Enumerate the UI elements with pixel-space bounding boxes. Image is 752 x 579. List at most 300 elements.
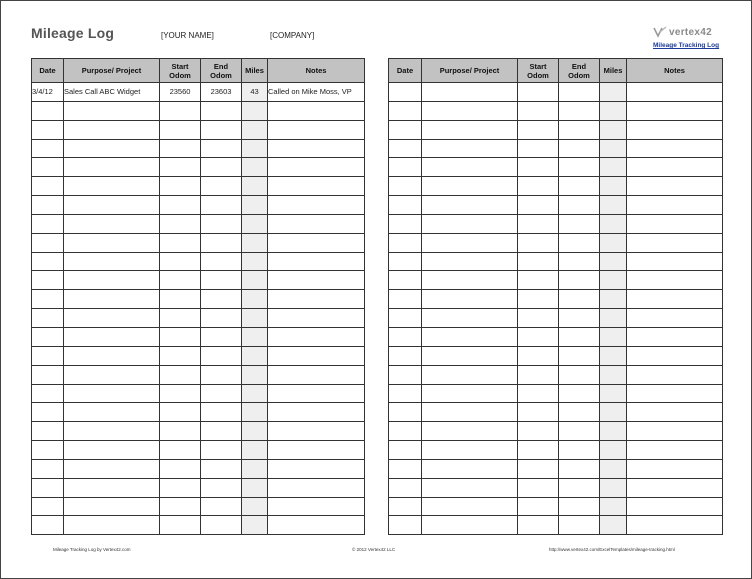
cell-purpose[interactable] bbox=[64, 139, 160, 158]
cell-date[interactable] bbox=[32, 101, 64, 120]
table-row bbox=[389, 177, 723, 196]
cell-start-odom[interactable] bbox=[160, 459, 201, 478]
cell-end-odom[interactable] bbox=[201, 384, 242, 403]
cell-date[interactable] bbox=[32, 346, 64, 365]
cell-date[interactable] bbox=[32, 139, 64, 158]
cell-start-odom[interactable] bbox=[518, 403, 559, 422]
cell-date[interactable] bbox=[389, 83, 422, 102]
cell-date[interactable] bbox=[32, 365, 64, 384]
cell-purpose[interactable] bbox=[64, 441, 160, 460]
cell-end-odom[interactable] bbox=[559, 214, 600, 233]
cell-end-odom[interactable] bbox=[559, 271, 600, 290]
cell-purpose[interactable] bbox=[422, 346, 518, 365]
cell-end-odom[interactable] bbox=[201, 158, 242, 177]
cell-miles[interactable] bbox=[242, 516, 268, 535]
cell-date[interactable] bbox=[32, 233, 64, 252]
cell-notes[interactable] bbox=[627, 120, 723, 139]
cell-start-odom[interactable] bbox=[518, 83, 559, 102]
cell-miles[interactable] bbox=[242, 441, 268, 460]
cell-date[interactable]: 3/4/12 bbox=[32, 83, 64, 102]
cell-notes[interactable] bbox=[268, 309, 365, 328]
cell-end-odom[interactable] bbox=[559, 327, 600, 346]
cell-start-odom[interactable] bbox=[160, 327, 201, 346]
cell-end-odom[interactable] bbox=[201, 365, 242, 384]
cell-start-odom[interactable] bbox=[518, 120, 559, 139]
cell-notes[interactable] bbox=[268, 177, 365, 196]
cell-notes[interactable] bbox=[627, 252, 723, 271]
cell-start-odom[interactable] bbox=[518, 346, 559, 365]
cell-start-odom[interactable] bbox=[518, 139, 559, 158]
mileage-tracking-log-link[interactable]: Mileage Tracking Log bbox=[653, 42, 720, 49]
cell-end-odom[interactable] bbox=[559, 346, 600, 365]
cell-end-odom[interactable] bbox=[201, 139, 242, 158]
cell-date[interactable] bbox=[389, 158, 422, 177]
cell-notes[interactable] bbox=[627, 459, 723, 478]
cell-purpose[interactable] bbox=[422, 290, 518, 309]
cell-date[interactable] bbox=[389, 403, 422, 422]
cell-date[interactable] bbox=[32, 327, 64, 346]
cell-notes[interactable] bbox=[268, 271, 365, 290]
cell-date[interactable] bbox=[32, 177, 64, 196]
cell-miles[interactable] bbox=[242, 101, 268, 120]
cell-date[interactable] bbox=[389, 478, 422, 497]
cell-purpose[interactable] bbox=[64, 478, 160, 497]
cell-notes[interactable] bbox=[627, 441, 723, 460]
cell-miles[interactable] bbox=[242, 139, 268, 158]
cell-notes[interactable] bbox=[268, 101, 365, 120]
cell-miles[interactable] bbox=[242, 478, 268, 497]
cell-miles[interactable] bbox=[242, 403, 268, 422]
cell-date[interactable] bbox=[32, 158, 64, 177]
cell-date[interactable] bbox=[389, 177, 422, 196]
cell-start-odom[interactable] bbox=[518, 101, 559, 120]
cell-miles[interactable] bbox=[242, 497, 268, 516]
cell-notes[interactable] bbox=[627, 516, 723, 535]
cell-date[interactable] bbox=[389, 290, 422, 309]
cell-end-odom[interactable] bbox=[559, 290, 600, 309]
cell-miles[interactable] bbox=[242, 309, 268, 328]
cell-purpose[interactable] bbox=[422, 478, 518, 497]
cell-start-odom[interactable] bbox=[518, 365, 559, 384]
cell-purpose[interactable] bbox=[422, 441, 518, 460]
end-odom-label: Odom bbox=[210, 70, 232, 80]
cell-date[interactable] bbox=[389, 384, 422, 403]
cell-end-odom[interactable] bbox=[559, 139, 600, 158]
cell-start-odom[interactable] bbox=[160, 497, 201, 516]
cell-date[interactable] bbox=[389, 497, 422, 516]
cell-end-odom[interactable] bbox=[559, 233, 600, 252]
cell-start-odom[interactable] bbox=[518, 309, 559, 328]
cell-notes[interactable] bbox=[627, 139, 723, 158]
cell-start-odom[interactable] bbox=[518, 196, 559, 215]
cell-start-odom[interactable] bbox=[518, 478, 559, 497]
cell-end-odom[interactable] bbox=[201, 327, 242, 346]
cell-miles[interactable] bbox=[600, 177, 627, 196]
cell-end-odom[interactable]: 23603 bbox=[201, 83, 242, 102]
cell-purpose[interactable] bbox=[64, 516, 160, 535]
cell-miles[interactable] bbox=[600, 158, 627, 177]
cell-purpose[interactable] bbox=[422, 384, 518, 403]
cell-end-odom[interactable] bbox=[201, 403, 242, 422]
cell-end-odom[interactable] bbox=[559, 196, 600, 215]
cell-notes[interactable] bbox=[627, 196, 723, 215]
cell-notes[interactable] bbox=[627, 497, 723, 516]
cell-notes[interactable] bbox=[627, 214, 723, 233]
cell-date[interactable] bbox=[389, 233, 422, 252]
cell-start-odom[interactable] bbox=[518, 271, 559, 290]
cell-date[interactable] bbox=[389, 441, 422, 460]
cell-miles[interactable] bbox=[600, 271, 627, 290]
cell-purpose[interactable] bbox=[64, 120, 160, 139]
cell-start-odom[interactable] bbox=[160, 158, 201, 177]
cell-notes[interactable] bbox=[627, 403, 723, 422]
cell-date[interactable] bbox=[389, 327, 422, 346]
cell-start-odom[interactable] bbox=[518, 233, 559, 252]
cell-miles[interactable] bbox=[600, 83, 627, 102]
cell-end-odom[interactable] bbox=[201, 271, 242, 290]
cell-purpose[interactable] bbox=[64, 459, 160, 478]
cell-end-odom[interactable] bbox=[201, 233, 242, 252]
cell-start-odom[interactable] bbox=[518, 459, 559, 478]
cell-start-odom[interactable] bbox=[160, 346, 201, 365]
cell-end-odom[interactable] bbox=[201, 309, 242, 328]
start-odom-label: Odom bbox=[527, 70, 549, 80]
cell-end-odom[interactable] bbox=[201, 346, 242, 365]
cell-miles[interactable] bbox=[600, 139, 627, 158]
cell-start-odom[interactable] bbox=[160, 196, 201, 215]
cell-end-odom[interactable] bbox=[201, 441, 242, 460]
cell-notes[interactable] bbox=[627, 290, 723, 309]
cell-start-odom[interactable] bbox=[518, 158, 559, 177]
cell-miles[interactable] bbox=[600, 497, 627, 516]
cell-notes[interactable] bbox=[627, 233, 723, 252]
cell-miles[interactable] bbox=[600, 365, 627, 384]
cell-miles[interactable] bbox=[600, 516, 627, 535]
cell-miles[interactable] bbox=[600, 459, 627, 478]
cell-date[interactable] bbox=[389, 422, 422, 441]
cell-purpose[interactable] bbox=[64, 271, 160, 290]
cell-start-odom[interactable] bbox=[160, 120, 201, 139]
table-row bbox=[389, 158, 723, 177]
cell-purpose[interactable] bbox=[422, 403, 518, 422]
cell-miles[interactable] bbox=[600, 422, 627, 441]
cell-purpose[interactable] bbox=[64, 233, 160, 252]
cell-end-odom[interactable] bbox=[559, 101, 600, 120]
cell-start-odom[interactable] bbox=[160, 290, 201, 309]
cell-notes[interactable] bbox=[268, 327, 365, 346]
cell-purpose[interactable] bbox=[422, 497, 518, 516]
cell-purpose[interactable] bbox=[64, 252, 160, 271]
cell-end-odom[interactable] bbox=[201, 459, 242, 478]
cell-notes[interactable] bbox=[627, 309, 723, 328]
cell-miles[interactable] bbox=[600, 290, 627, 309]
cell-miles[interactable] bbox=[242, 290, 268, 309]
cell-miles[interactable] bbox=[600, 384, 627, 403]
cell-purpose[interactable] bbox=[422, 158, 518, 177]
cell-notes[interactable] bbox=[268, 365, 365, 384]
cell-notes[interactable] bbox=[627, 384, 723, 403]
cell-date[interactable] bbox=[389, 365, 422, 384]
cell-purpose[interactable] bbox=[422, 271, 518, 290]
cell-miles[interactable] bbox=[242, 459, 268, 478]
cell-end-odom[interactable] bbox=[201, 290, 242, 309]
cell-purpose[interactable] bbox=[64, 497, 160, 516]
cell-notes[interactable] bbox=[627, 101, 723, 120]
cell-miles[interactable] bbox=[600, 233, 627, 252]
cell-end-odom[interactable] bbox=[201, 497, 242, 516]
cell-date[interactable] bbox=[389, 271, 422, 290]
cell-start-odom[interactable] bbox=[518, 327, 559, 346]
cell-miles[interactable] bbox=[242, 271, 268, 290]
cell-date[interactable] bbox=[32, 422, 64, 441]
cell-purpose[interactable] bbox=[64, 327, 160, 346]
cell-miles[interactable] bbox=[242, 384, 268, 403]
cell-miles[interactable] bbox=[600, 309, 627, 328]
cell-end-odom[interactable] bbox=[201, 196, 242, 215]
cell-miles[interactable] bbox=[242, 233, 268, 252]
cell-purpose[interactable] bbox=[422, 422, 518, 441]
cell-start-odom[interactable] bbox=[518, 497, 559, 516]
cell-purpose[interactable] bbox=[422, 139, 518, 158]
cell-miles[interactable] bbox=[242, 252, 268, 271]
cell-date[interactable] bbox=[32, 196, 64, 215]
cell-notes[interactable] bbox=[268, 196, 365, 215]
cell-miles[interactable] bbox=[242, 196, 268, 215]
cell-end-odom[interactable] bbox=[201, 516, 242, 535]
cell-start-odom[interactable] bbox=[518, 384, 559, 403]
cell-miles[interactable] bbox=[242, 346, 268, 365]
cell-miles[interactable] bbox=[242, 177, 268, 196]
cell-notes[interactable] bbox=[268, 516, 365, 535]
cell-notes[interactable] bbox=[268, 233, 365, 252]
cell-start-odom[interactable] bbox=[518, 214, 559, 233]
cell-date[interactable] bbox=[32, 252, 64, 271]
cell-notes[interactable] bbox=[268, 384, 365, 403]
cell-end-odom[interactable] bbox=[559, 497, 600, 516]
cell-miles[interactable] bbox=[600, 252, 627, 271]
cell-notes[interactable] bbox=[268, 120, 365, 139]
cell-start-odom[interactable] bbox=[160, 271, 201, 290]
cell-date[interactable] bbox=[32, 290, 64, 309]
cell-purpose[interactable] bbox=[422, 101, 518, 120]
cell-purpose[interactable] bbox=[64, 384, 160, 403]
cell-end-odom[interactable] bbox=[559, 309, 600, 328]
cell-start-odom[interactable] bbox=[160, 422, 201, 441]
cell-end-odom[interactable] bbox=[201, 177, 242, 196]
cell-start-odom[interactable] bbox=[160, 233, 201, 252]
name-placeholder[interactable]: [YOUR NAME] bbox=[161, 31, 214, 40]
cell-purpose[interactable] bbox=[422, 214, 518, 233]
cell-notes[interactable] bbox=[627, 365, 723, 384]
end-odom-label: Odom bbox=[568, 70, 590, 80]
cell-date[interactable] bbox=[32, 478, 64, 497]
cell-miles[interactable] bbox=[600, 120, 627, 139]
cell-purpose[interactable] bbox=[64, 196, 160, 215]
cell-end-odom[interactable] bbox=[201, 422, 242, 441]
cell-notes[interactable] bbox=[268, 403, 365, 422]
cell-start-odom[interactable] bbox=[160, 478, 201, 497]
table-row bbox=[389, 290, 723, 309]
cell-end-odom[interactable] bbox=[559, 177, 600, 196]
cell-notes[interactable] bbox=[268, 158, 365, 177]
cell-notes[interactable] bbox=[627, 422, 723, 441]
start-label: Start bbox=[171, 61, 189, 71]
cell-purpose[interactable] bbox=[64, 158, 160, 177]
cell-date[interactable] bbox=[389, 252, 422, 271]
cell-purpose[interactable] bbox=[64, 346, 160, 365]
cell-start-odom[interactable] bbox=[160, 441, 201, 460]
cell-notes[interactable] bbox=[268, 441, 365, 460]
cell-purpose[interactable] bbox=[422, 309, 518, 328]
cell-start-odom[interactable] bbox=[518, 441, 559, 460]
cell-purpose[interactable] bbox=[422, 177, 518, 196]
cell-end-odom[interactable] bbox=[201, 252, 242, 271]
cell-purpose[interactable] bbox=[422, 233, 518, 252]
cell-start-odom[interactable] bbox=[518, 177, 559, 196]
cell-miles[interactable] bbox=[242, 327, 268, 346]
cell-start-odom[interactable] bbox=[160, 516, 201, 535]
cell-notes[interactable] bbox=[268, 139, 365, 158]
cell-purpose[interactable] bbox=[64, 290, 160, 309]
cell-miles[interactable] bbox=[600, 346, 627, 365]
cell-purpose[interactable] bbox=[64, 365, 160, 384]
cell-start-odom[interactable] bbox=[160, 101, 201, 120]
cell-end-odom[interactable] bbox=[201, 101, 242, 120]
cell-date[interactable] bbox=[389, 120, 422, 139]
cell-date[interactable] bbox=[389, 139, 422, 158]
cell-miles[interactable] bbox=[600, 196, 627, 215]
cell-date[interactable] bbox=[32, 384, 64, 403]
cell-date[interactable] bbox=[389, 346, 422, 365]
cell-purpose[interactable] bbox=[422, 252, 518, 271]
cell-miles[interactable] bbox=[600, 403, 627, 422]
cell-date[interactable] bbox=[32, 459, 64, 478]
cell-end-odom[interactable] bbox=[559, 403, 600, 422]
cell-end-odom[interactable] bbox=[559, 459, 600, 478]
cell-start-odom[interactable] bbox=[518, 516, 559, 535]
cell-start-odom[interactable] bbox=[160, 214, 201, 233]
cell-start-odom[interactable] bbox=[160, 309, 201, 328]
table-row bbox=[389, 384, 723, 403]
cell-notes[interactable] bbox=[268, 346, 365, 365]
cell-date[interactable] bbox=[32, 516, 64, 535]
cell-purpose[interactable] bbox=[422, 459, 518, 478]
cell-start-odom[interactable] bbox=[160, 177, 201, 196]
cell-miles[interactable] bbox=[242, 422, 268, 441]
cell-notes[interactable]: Called on Mike Moss, VP bbox=[268, 83, 365, 102]
cell-purpose[interactable] bbox=[422, 120, 518, 139]
cell-miles[interactable] bbox=[242, 214, 268, 233]
cell-purpose[interactable] bbox=[64, 101, 160, 120]
cell-date[interactable] bbox=[389, 101, 422, 120]
cell-end-odom[interactable] bbox=[559, 83, 600, 102]
cell-date[interactable] bbox=[389, 214, 422, 233]
cell-date[interactable] bbox=[32, 309, 64, 328]
cell-notes[interactable] bbox=[627, 83, 723, 102]
cell-purpose[interactable] bbox=[422, 327, 518, 346]
cell-date[interactable] bbox=[32, 497, 64, 516]
cell-notes[interactable] bbox=[268, 497, 365, 516]
cell-notes[interactable] bbox=[268, 252, 365, 271]
cell-end-odom[interactable] bbox=[559, 365, 600, 384]
cell-purpose[interactable] bbox=[64, 177, 160, 196]
cell-start-odom[interactable] bbox=[160, 384, 201, 403]
cell-end-odom[interactable] bbox=[559, 422, 600, 441]
cell-notes[interactable] bbox=[268, 478, 365, 497]
cell-notes[interactable] bbox=[627, 327, 723, 346]
cell-end-odom[interactable] bbox=[559, 384, 600, 403]
cell-purpose[interactable] bbox=[64, 422, 160, 441]
cell-notes[interactable] bbox=[627, 158, 723, 177]
cell-date[interactable] bbox=[32, 214, 64, 233]
cell-date[interactable] bbox=[389, 516, 422, 535]
cell-end-odom[interactable] bbox=[559, 478, 600, 497]
cell-notes[interactable] bbox=[627, 478, 723, 497]
cell-miles[interactable] bbox=[242, 158, 268, 177]
cell-purpose[interactable] bbox=[422, 83, 518, 102]
cell-end-odom[interactable] bbox=[201, 478, 242, 497]
cell-miles[interactable] bbox=[600, 327, 627, 346]
cell-start-odom[interactable] bbox=[518, 252, 559, 271]
cell-notes[interactable] bbox=[268, 290, 365, 309]
cell-end-odom[interactable] bbox=[559, 252, 600, 271]
cell-miles[interactable] bbox=[242, 365, 268, 384]
cell-date[interactable] bbox=[32, 441, 64, 460]
cell-purpose[interactable] bbox=[64, 309, 160, 328]
cell-start-odom[interactable] bbox=[160, 403, 201, 422]
cell-notes[interactable] bbox=[268, 214, 365, 233]
cell-end-odom[interactable] bbox=[559, 516, 600, 535]
cell-miles[interactable] bbox=[600, 214, 627, 233]
cell-start-odom[interactable]: 23560 bbox=[160, 83, 201, 102]
cell-end-odom[interactable] bbox=[559, 441, 600, 460]
cell-date[interactable] bbox=[32, 403, 64, 422]
cell-miles[interactable] bbox=[242, 120, 268, 139]
cell-miles[interactable] bbox=[600, 441, 627, 460]
cell-miles[interactable] bbox=[600, 101, 627, 120]
cell-end-odom[interactable] bbox=[559, 120, 600, 139]
cell-notes[interactable] bbox=[627, 177, 723, 196]
company-placeholder[interactable]: [COMPANY] bbox=[270, 31, 315, 40]
footer-url[interactable]: http://www.vertex42.com/ExcelTemplates/mileage-tracking.html bbox=[549, 547, 675, 552]
cell-start-odom[interactable] bbox=[160, 365, 201, 384]
cell-purpose[interactable] bbox=[422, 516, 518, 535]
cell-miles[interactable] bbox=[600, 478, 627, 497]
cell-start-odom[interactable] bbox=[160, 139, 201, 158]
cell-miles[interactable]: 43 bbox=[242, 83, 268, 102]
cell-date[interactable] bbox=[389, 196, 422, 215]
cell-purpose[interactable] bbox=[422, 196, 518, 215]
cell-notes[interactable] bbox=[268, 459, 365, 478]
cell-start-odom[interactable] bbox=[518, 422, 559, 441]
cell-start-odom[interactable] bbox=[160, 252, 201, 271]
cell-date[interactable] bbox=[389, 459, 422, 478]
cell-date[interactable] bbox=[389, 309, 422, 328]
cell-purpose[interactable]: Sales Call ABC Widget bbox=[64, 83, 160, 102]
cell-end-odom[interactable] bbox=[201, 120, 242, 139]
cell-date[interactable] bbox=[32, 120, 64, 139]
cell-purpose[interactable] bbox=[422, 365, 518, 384]
cell-purpose[interactable] bbox=[64, 214, 160, 233]
cell-start-odom[interactable] bbox=[518, 290, 559, 309]
cell-end-odom[interactable] bbox=[559, 158, 600, 177]
cell-notes[interactable] bbox=[627, 271, 723, 290]
cell-notes[interactable] bbox=[268, 422, 365, 441]
cell-end-odom[interactable] bbox=[201, 214, 242, 233]
cell-notes[interactable] bbox=[627, 346, 723, 365]
cell-date[interactable] bbox=[32, 271, 64, 290]
cell-purpose[interactable] bbox=[64, 403, 160, 422]
